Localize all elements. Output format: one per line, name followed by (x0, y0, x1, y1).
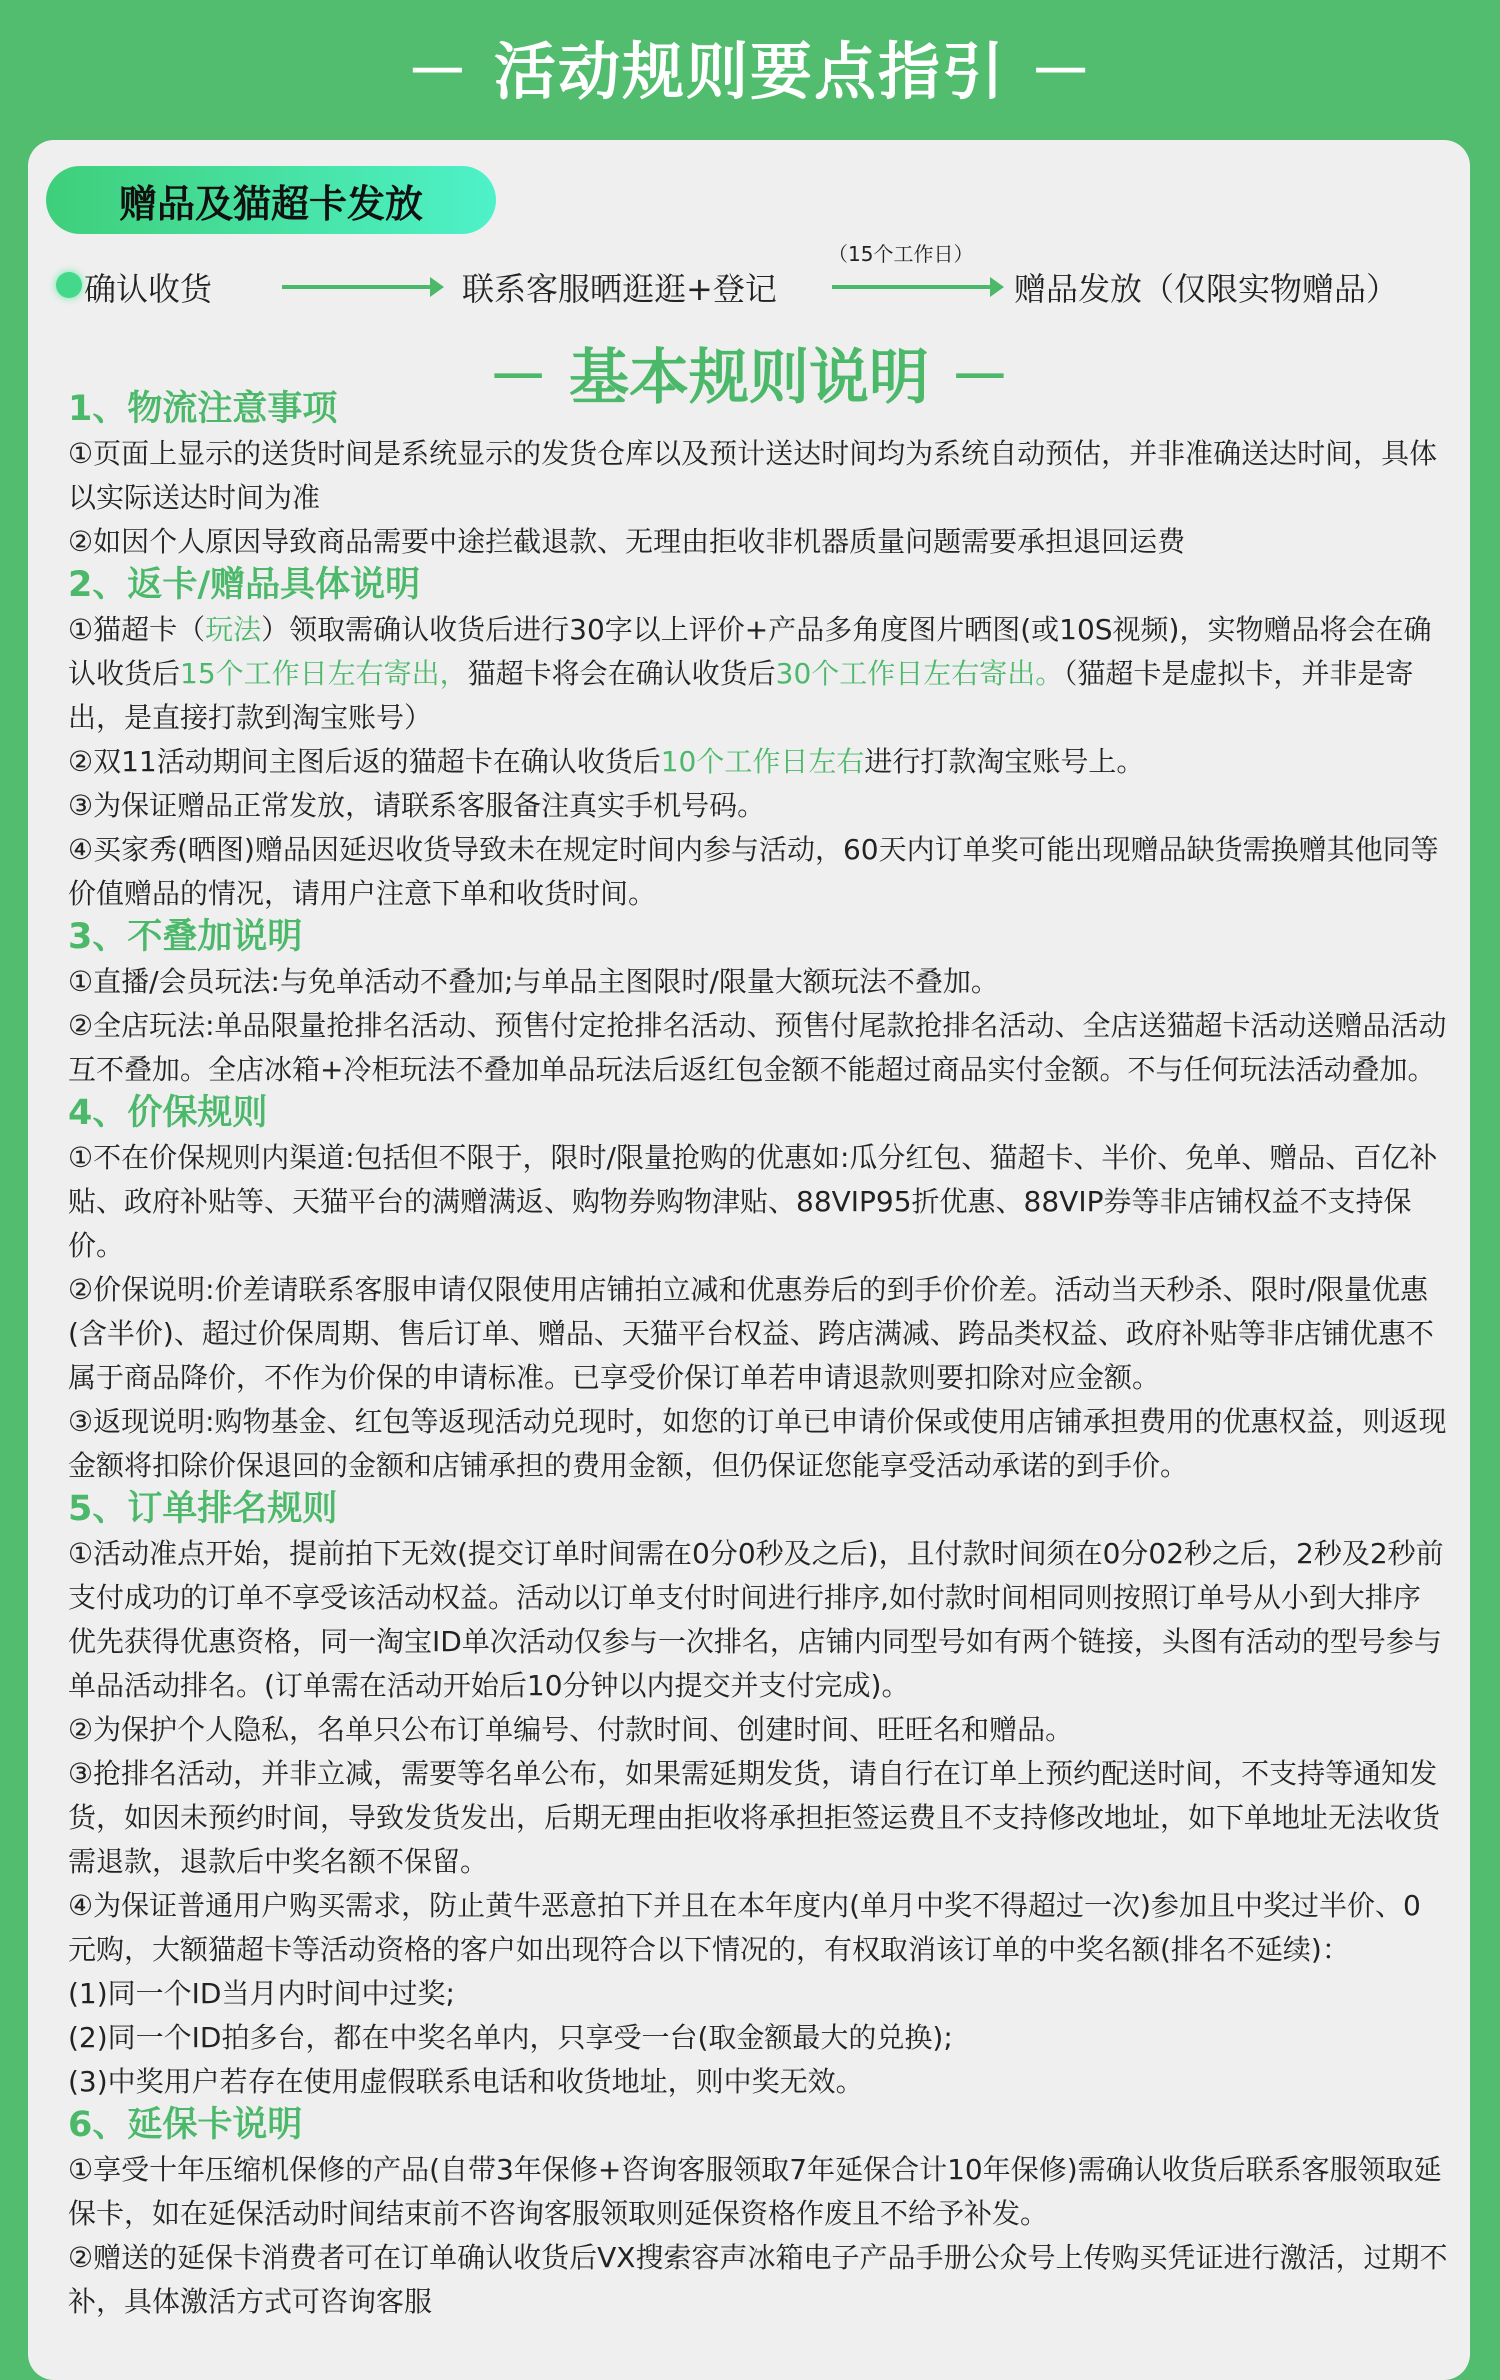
rule-text: ②赠送的延保卡消费者可在订单确认收货后VX搜索容声冰箱电子产品手册公众号上传购买凭证进行激活，过期不补，具体激活方式可咨询客服 (68, 2241, 1448, 2318)
rule-text: ③抢排名活动，并非立减，需要等名单公布，如果需延期发货，请自行在订单上预约配送时间，不支持等通知发货，如因未预约时间，导致发货发出，后期无理由拒收将承担拒签运费且不支持修改地址，如下单地址无法收货需退款，退款后中奖名额不保留。 (68, 1757, 1441, 1878)
rule-paragraph (68, 1752, 1448, 1884)
rule-text: ④买家秀(晒图)赠品因延迟收货导致未在规定时间内参与活动，60天内订单奖可能出现赠品缺货需换赠其他同等价值赠品的情况，请用户注意下单和收货时间。 (68, 833, 1439, 910)
rule-text: ①不在价保规则内渠道:包括但不限于，限时/限量抢购的优惠如:瓜分红包、猫超卡、半价、免单、赠品、百亿补贴、政府补贴等、天猫平台的满赠满返、购物券购物津贴、88VIP95折优惠、88VIP券等非店铺权益不支持保价。 (68, 1141, 1438, 1262)
rule-paragraph (68, 2016, 1448, 2060)
page-title: － 活动规则要点指引 － (406, 35, 1094, 108)
section-heading: 6、延保卡说明 (68, 2105, 303, 2145)
rule-paragraph (68, 1136, 1448, 1268)
rule-text: (1)同一个ID当月内时间中过奖; (68, 1977, 455, 2010)
highlighted-text: 15个工作日左右寄出， (180, 657, 468, 690)
rule-text: ①直播/会员玩法:与免单活动不叠加;与单品主图限时/限量大额玩法不叠加。 (68, 965, 999, 998)
rule-paragraph (68, 1972, 1448, 2016)
rule-text: 猫超卡将会在确认收货后 (467, 657, 776, 690)
section-heading: 1、物流注意事项 (68, 389, 338, 429)
rule-text: ②如因个人原因导致商品需要中途拦截退款、无理由拒收非机器质量问题需要承担退回运费 (68, 525, 1186, 558)
rule-paragraph (68, 1708, 1448, 1752)
section-subtitle: － 基本规则说明 － (488, 343, 1010, 413)
gift-distribution-badge: 赠品及猫超卡发放 (46, 166, 496, 234)
arrow-right-icon (832, 285, 992, 289)
rule-paragraph (68, 1532, 1448, 1708)
flow-step-gift: 赠品发放（仅限实物赠品） (1014, 270, 1399, 308)
rule-text: ②双11活动期间主图后返的猫超卡在确认收货后 (68, 745, 661, 778)
rule-text: 进行打款淘宝账号上。 (864, 745, 1145, 778)
highlighted-text: 玩法 (205, 613, 262, 646)
section-heading: 3、不叠加说明 (68, 917, 303, 957)
rule-text: ①享受十年压缩机保修的产品(自带3年保修+咨询客服领取7年延保合计10年保修)需确认收货后联系客服领取延保卡，如在延保活动时间结束前不咨询客服领取则延保资格作废且不给予补发。 (68, 2153, 1442, 2230)
rules-content (68, 388, 1448, 2324)
rule-text: （猫超卡是虚拟卡，并非是寄出，是直接打款到淘宝账号） (68, 657, 1414, 734)
arrow-right-icon (282, 285, 432, 289)
bullet-dot-icon (56, 272, 82, 298)
rule-paragraph (68, 608, 1448, 740)
rule-paragraph (68, 784, 1448, 828)
rule-text: ②全店玩法:单品限量抢排名活动、预售付定抢排名活动、预售付尾款抢排名活动、全店送猫超卡活动送赠品活动互不叠加。全店冰箱+冷柜玩法不叠加单品玩法后返红包金额不能超过商品实付金额。不与任何玩法活动叠加。 (68, 1009, 1447, 1086)
section-heading: 2、返卡/赠品具体说明 (68, 565, 421, 605)
gift-flow (28, 242, 1470, 322)
section-heading: 5、订单排名规则 (68, 1489, 338, 1529)
rule-paragraph (68, 1400, 1448, 1488)
rule-paragraph (68, 432, 1448, 520)
highlighted-text: 30个工作日左右寄出。 (775, 657, 1064, 690)
rule-paragraph (68, 1004, 1448, 1092)
rule-paragraph (68, 960, 1448, 1004)
rule-paragraph (68, 2060, 1448, 2104)
rules-card (28, 140, 1470, 2380)
rule-text: ③返现说明:购物基金、红包等返现活动兑现时，如您的订单已申请价保或使用店铺承担费用的优惠权益，则返现金额将扣除价保退回的金额和店铺承担的费用金额，但仍保证您能享受活动承诺的到手价。 (68, 1405, 1447, 1482)
rule-text: ④为保证普通用户购买需求，防止黄牛恶意拍下并且在本年度内(单月中奖不得超过一次)参加且中奖过半价、0元购，大额猫超卡等活动资格的客户如出现符合以下情况的，有权取消该订单的中奖名额(排名不延续)： (68, 1889, 1421, 1966)
rule-text: ③为保证赠品正常发放，请联系客服备注真实手机号码。 (68, 789, 766, 822)
highlighted-text: 10个工作日左右 (660, 745, 865, 778)
rule-text: (2)同一个ID拍多台，都在中奖名单内，只享受一台(取金额最大的兑换); (68, 2021, 953, 2054)
rule-text: ①页面上显示的送货时间是系统显示的发货仓库以及预计送达时间均为系统自动预估，并非准确送达时间，具体以实际送达时间为准 (68, 437, 1438, 514)
arrow-note: （15个工作日） (828, 242, 974, 266)
section-heading: 4、价保规则 (68, 1093, 268, 1133)
rule-paragraph (68, 1268, 1448, 1400)
rule-text: ①猫超卡（ (68, 613, 206, 646)
rule-text: ②为保护个人隐私，名单只公布订单编号、付款时间、创建时间、旺旺名和赠品。 (68, 1713, 1074, 1746)
rule-text: ）领取需确认收货后进行30字以上评价+产品多角度图片晒图(或10S视频)，实物赠品将会在确认收货后 (68, 613, 1432, 690)
rule-paragraph (68, 1884, 1448, 1972)
rule-text: ①活动准点开始，提前拍下无效(提交订单时间需在0分0秒及之后)，且付款时间须在0分02秒之后，2秒及2秒前支付成功的订单不享受该活动权益。活动以订单支付时间进行排序,如付款时间相同则按照订单号从小到大排序优先获得优惠资格，同一淘宝ID单次活动仅参与一次排名，店铺内同型号如有两个链接，头图有活动的型号参与单品活动排名。(订单需在活动开始后10分钟以内提交并支付完成)。 (68, 1537, 1444, 1702)
rule-paragraph (68, 828, 1448, 916)
rule-paragraph (68, 2148, 1448, 2236)
rule-text: ②价保说明:价差请联系客服申请仅限使用店铺拍立减和优惠券后的到手价价差。活动当天秒杀、限时/限量优惠(含半价)、超过价保周期、售后订单、赠品、天猫平台权益、跨店满减、跨品类权益、政府补贴等非店铺优惠不属于商品降价，不作为价保的申请标准。已享受价保订单若申请退款则要扣除对应金额。 (68, 1273, 1434, 1394)
rule-paragraph (68, 2236, 1448, 2324)
flow-step-contact: 联系客服晒逛逛+登记 (462, 270, 777, 308)
flow-step-confirm: 确认收货 (84, 270, 213, 308)
rule-paragraph (68, 740, 1448, 784)
rule-text: (3)中奖用户若存在使用虚假联系电话和收货地址，则中奖无效。 (68, 2065, 864, 2098)
rule-paragraph (68, 520, 1448, 564)
